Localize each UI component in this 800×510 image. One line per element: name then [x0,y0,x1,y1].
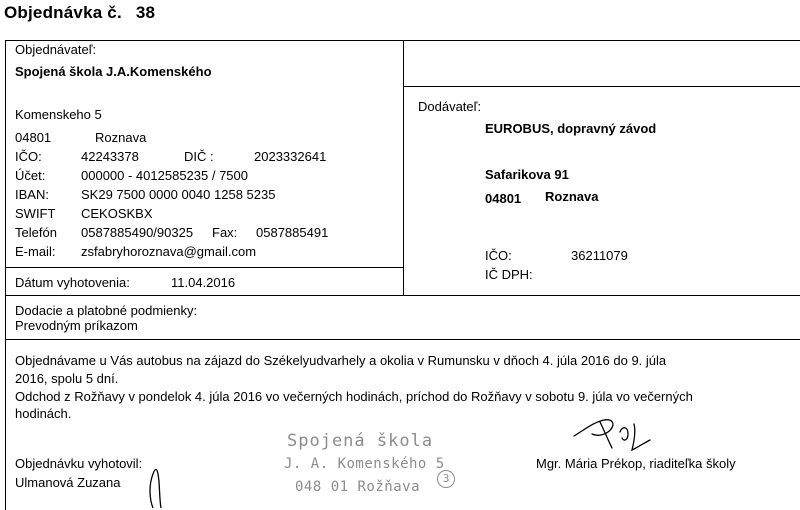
customer-dic: 2023332641 [254,149,327,164]
school-stamp-line-2: J. A. Komenského 5 [284,456,445,472]
date-label: Dátum vyhotovenia: [15,275,130,290]
customer-iban-label: IBAN: [15,187,49,202]
supplier-ico: 36211079 [571,248,628,263]
school-stamp-line-1: Spojená škola [287,431,434,451]
customer-fax: 0587885491 [256,225,329,240]
signatory-name: Mgr. Mária Prékop, riaditeľka školy [536,456,736,471]
customer-account-label: Účet: [15,168,46,183]
school-stamp-number-text: 3 [442,472,450,485]
customer-iban: SK29 7500 0000 0040 1258 5235 [81,187,276,202]
document-title [4,3,155,23]
prepared-by-signature [143,460,183,510]
customer-phone-label: Telefón [15,225,57,240]
customer-name: Spojená škola J.A.Komenského [15,64,212,79]
right-top-divider [403,86,800,87]
customer-city: Roznava [95,130,147,145]
customer-phone: 0587885490/90325 [81,225,194,240]
customer-dic-label: DIČ : [184,149,214,164]
prepared-by-name: Ulmanová Zuzana [15,475,121,490]
date-divider [5,267,404,268]
supplier-street: Safarikova 91 [485,167,569,182]
order-text-line-1: Objednávame u Vás autobus na zájazd do Székelyudvarhely a okolia v Rumunsku v dňoch 4. júla 2016 do 9. júla [15,353,667,368]
school-stamp-line-3: 048 01 Rožňava [295,479,421,495]
supplier-zip: 04801 [485,191,522,206]
school-stamp-number [437,470,455,488]
terms-value: Prevodným príkazom [15,318,138,333]
supplier-ico-label: IČO: [485,248,512,263]
customer-ico-label: IČO: [15,149,42,164]
terms-label: Dodacie a platobné podmienky: [15,303,198,318]
vertical-divider [403,40,404,296]
main-divider [5,295,800,296]
date-value: 11.04.2016 [171,275,236,290]
customer-email-label: E-mail: [15,244,56,259]
customer-account: 000000 - 4012585235 / 7500 [81,168,248,183]
customer-email: zsfabryhoroznava@gmail.com [81,244,257,259]
terms-divider [5,339,800,340]
order-text-line-4: hodinách. [15,406,72,421]
customer-zip: 04801 [15,130,52,145]
supplier-label: Dodávateľ: [418,99,482,114]
order-text-line-3: Odchod z Rožňavy v pondelok 4. júla 2016 vo večerných hodinách, príchod do Rožňavy v sobotu 9. júla vo večerných [15,389,693,404]
title-label: Objednávka č. [4,3,122,22]
customer-ico: 42243378 [81,149,139,164]
supplier-name: EUROBUS, dopravný závod [485,121,657,136]
customer-label: Objednávateľ: [15,42,97,57]
order-text-line-2: 2016, spolu 5 dní. [15,371,119,386]
customer-swift-label: SWIFT [15,206,56,221]
order-number: 38 [135,3,156,22]
supplier-city: Roznava [545,189,599,204]
prepared-by-label: Objednávku vyhotovil: [15,456,143,471]
customer-fax-label: Fax: [212,225,238,240]
customer-swift: CEKOSKBX [81,206,153,221]
director-signature [570,412,660,454]
supplier-icdph-label: IČ DPH: [485,267,533,282]
customer-street: Komenskeho 5 [15,107,102,122]
